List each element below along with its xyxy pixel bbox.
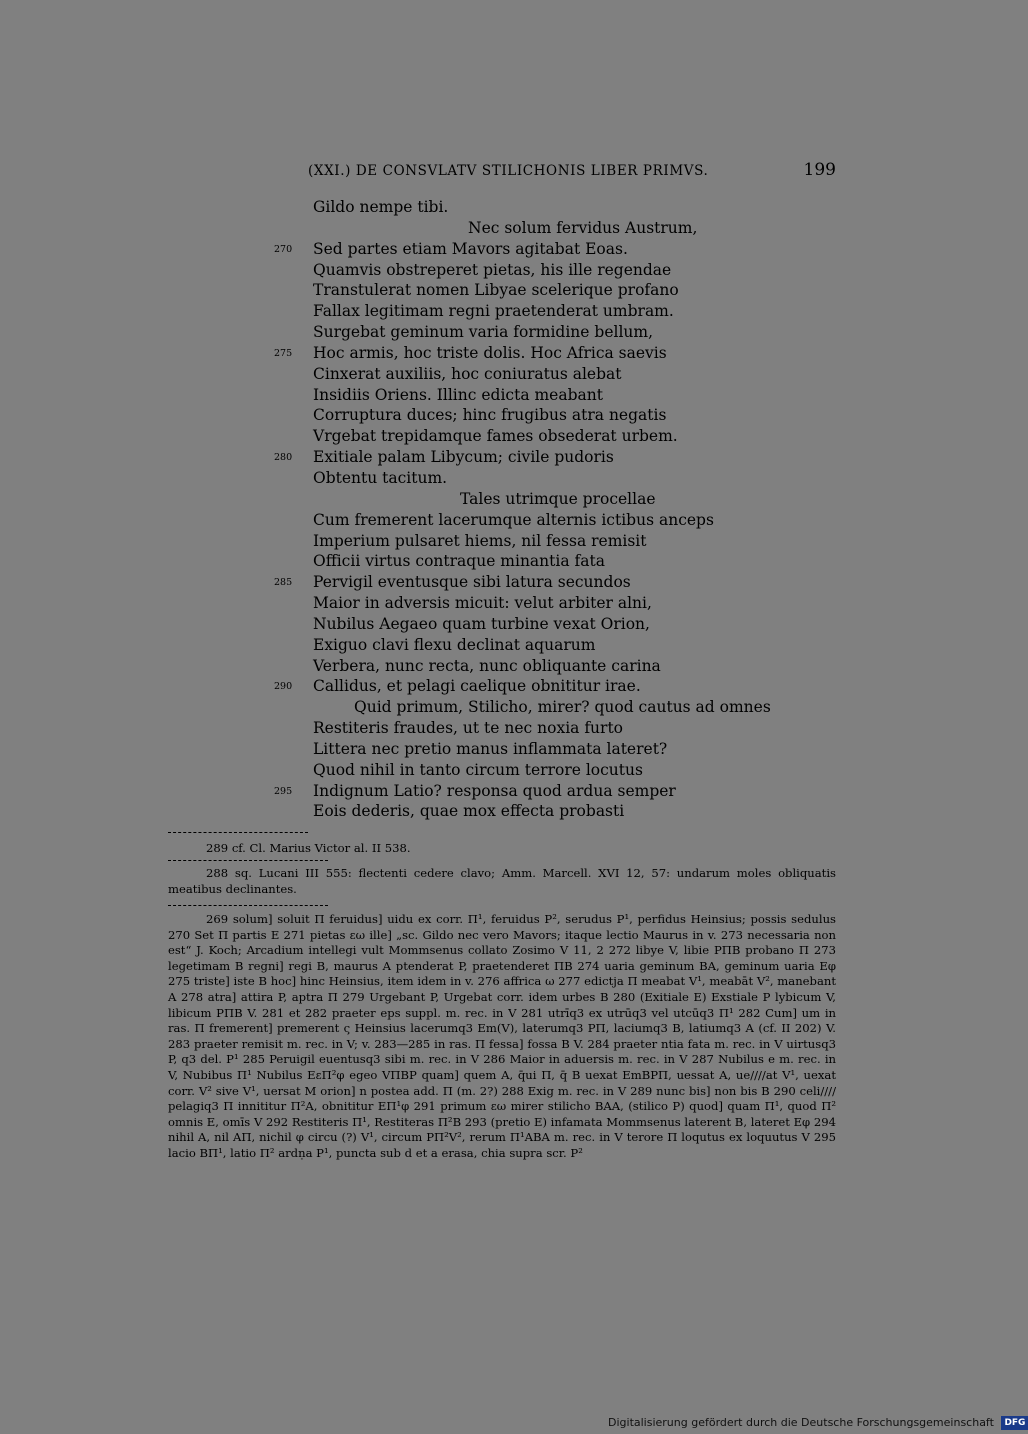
verse-text: Exiguo clavi flexu declinat aquarum — [313, 635, 596, 654]
apparatus-text: 269 solum] soluit Π feruidus] uidu ex corr. Π¹, feruidus P², serudus P¹, perfidus Heinsius; possis sedulus 270 Set Π partis E 271 pietas εω ille] „sc. Gildo nec vero Mavors; itaque lectio Maurus in v. 273 necessaria non est“ J. Koch; Arcadium intellegi vult Mommsenus collato Zosimo V 11, 2 272 libye V, libie PΠB probano Π 273 legetimam B regni] regi B, maurus A ptenderat P, praetenderet ΠB 274 uaria geminum BA, geminum uaria Eφ 275 triste] iste B hoc] hinc Heinsius, item idem in v. 276 affrica ω 277 edictja Π meabat V¹, meabāt V², manebant A 278 atra] attira P, aptra Π 279 Urgebant P, Urgebat corr. idem urbes B 280 (Exitiale E) Exstiale P lybicum V, libicum PΠB V. 281 et 282 praeter eps suppl. m. rec. in V 281 utrīq3 ex utrūq3 vel utcūq3 Π¹ 282 Cum] um in ras. Π fremerent] premerent ς Heinsius lacerumq3 Em(V), laterumq3 PΠ, laciumq3 B, latiumq3 A (cf. II 202) V. 283 praeter remisit m. rec. in V; v. 283—285 in ras. Π fessa] fossa B V. 284 praeter ntia fata m. rec. in V uirtusq3 P, q3 del. P¹ 285 Peruigil euentusq3 sibi m. rec. in V 286 Maior in aduersis m. rec. in V 287 Nubilus e m. rec. in V, Nubibus Π¹ Nubilus EεΠ²φ egeo VΠBP quam] quem A, q̄ui Π, q̄ B uexat EmBPΠ, uessat A, ue////at V¹, uexat corr. V² sive V¹, uersat M orion] n postea add. Π (m. 2?) 288 Exig m. rec. in V 289 nunc bis] non bis B 290 celi//// pelagiq3 Π innititur Π²A, obnititur EΠ¹φ 291 primum εω mirer stilicho BAA, (stilico P) quod] quam Π¹, quod Π² omnis E, omīs V 292 Restiteris Π¹, Restiteras Π²B 293 (pretio E) infamata Mommsenus laterent B, lateret Eφ 294 nihil A, nil AΠ, nichil φ circu (?) V¹, circum PΠ²V², rerum Π¹ABA m. rec. in V terore Π loqutus ex loquutus V 295 lacio BΠ¹, latio Π² ardṇa P¹, puncta sub d et a erasa, chia supra scr. P² — [168, 912, 836, 1160]
verse-line — [168, 405, 836, 426]
verse-line — [168, 301, 836, 322]
verse-text: Quid primum, Stilicho, mirer? quod cautus ad omnes — [354, 698, 771, 717]
verse-text: Verbera, nunc recta, nunc obliquante carina — [313, 656, 661, 675]
verse-text: Gildo nempe tibi. — [313, 198, 449, 216]
verse-text: Sed partes etiam Mavors agitabat Eoas. — [313, 239, 628, 258]
verse-text: Quamvis obstreperet pietas, his ille regendae — [313, 260, 672, 279]
page-number: 199 — [803, 160, 836, 180]
verse-line — [168, 239, 836, 260]
verse-line — [168, 801, 836, 822]
verse-line — [168, 218, 836, 239]
divider — [168, 860, 328, 861]
verse-text: Restiteris fraudes, ut te nec noxia furto — [313, 719, 624, 738]
line-number: 280 — [274, 452, 293, 464]
line-number: 290 — [274, 681, 293, 693]
verse-text: Hoc armis, hoc triste dolis. Hoc Africa saevis — [313, 343, 667, 362]
verse-text: Insidiis Oriens. Illinc edicta meabant — [313, 385, 603, 404]
verse-line — [168, 385, 836, 406]
verse-line — [168, 447, 836, 468]
verse-text: Tales utrimque procellae — [460, 489, 656, 508]
verse-line — [168, 468, 836, 489]
verse-text: Officii virtus contraque minantia fata — [313, 552, 605, 571]
verse-line — [168, 364, 836, 385]
dfg-logo: DFG — [1001, 1416, 1028, 1430]
divider — [168, 832, 308, 833]
verse-text: Indignum Latio? responsa quod ardua semper — [313, 781, 676, 800]
page-header — [168, 160, 836, 184]
verse-line — [168, 531, 836, 552]
verse-text: Corruptura duces; hinc frugibus atra negatis — [313, 406, 667, 425]
verse-line — [168, 489, 836, 510]
divider — [168, 905, 328, 906]
verse-line — [168, 197, 836, 218]
verse-line — [168, 426, 836, 447]
verse-text: Vrgebat trepidamque fames obsederat urbem. — [313, 427, 678, 446]
verse-text: Quod nihil in tanto circum terrore locutus — [313, 760, 643, 779]
verse-text: Maior in adversis micuit: velut arbiter alni, — [313, 594, 652, 613]
verse-text: Littera nec pretio manus inflammata lateret? — [313, 739, 668, 758]
verse-text: Exitiale palam Libycum; civile pudoris — [313, 448, 614, 467]
verse-line — [168, 510, 836, 531]
funding-text: Digitalisierung gefördert durch die Deutsche Forschungsgemeinschaft — [608, 1416, 994, 1429]
verse-line — [168, 614, 836, 635]
verse-line — [168, 718, 836, 739]
line-number: 295 — [274, 785, 293, 797]
verse-line — [168, 760, 836, 781]
verse-text: Transtulerat nomen Libyae scelerique profano — [313, 281, 679, 300]
verse-text: Surgebat geminum varia formidine bellum, — [313, 323, 654, 342]
verse-line — [168, 781, 836, 802]
verse-line — [168, 676, 836, 697]
similia-note — [168, 866, 836, 897]
verse-line — [168, 260, 836, 281]
verse-text: Pervigil eventusque sibi latura secundos — [313, 573, 631, 592]
verse-text: Cum fremerent lacerumque alternis ictibus anceps — [313, 510, 714, 529]
testimonia-text: 289 cf. Cl. Marius Victor al. II 538. — [206, 841, 411, 855]
verse-text: Cinxerat auxiliis, hoc coniuratus alebat — [313, 364, 622, 383]
verse-line — [168, 322, 836, 343]
verse-line — [168, 551, 836, 572]
verse-text: Nec solum fervidus Austrum, — [468, 218, 698, 237]
critical-apparatus — [168, 912, 836, 1162]
funding-footer — [608, 1415, 1028, 1431]
line-number: 270 — [274, 243, 293, 255]
verse-text: Fallax legitimam regni praetenderat umbram. — [313, 302, 674, 321]
verse-line — [168, 739, 836, 760]
verse-line — [168, 593, 836, 614]
verse-line — [168, 280, 836, 301]
verse-text: Nubilus Aegaeo quam turbine vexat Orion, — [313, 614, 650, 633]
verse-line — [168, 343, 836, 364]
verse-text: Obtentu tacitum. — [313, 468, 448, 487]
verse-text: Callidus, et pelagi caelique obnititur irae. — [313, 677, 641, 696]
verse-text: Eois dederis, quae mox effecta probasti — [313, 802, 625, 821]
line-number: 275 — [274, 347, 293, 359]
verse-line — [168, 697, 836, 718]
line-number: 285 — [274, 577, 293, 589]
verse-text: Imperium pulsaret hiems, nil fessa remisit — [313, 531, 647, 550]
similia-text: 288 sq. Lucani III 555: flectenti cedere clavo; Amm. Marcell. XVI 12, 57: undarum moles obliquatis meatibus declinantes. — [168, 866, 836, 896]
poem-text — [168, 197, 836, 822]
running-title: (XXI.) DE CONSVLATV STILICHONIS LIBER PRIMVS. — [308, 163, 709, 179]
verse-line — [168, 656, 836, 677]
testimonia-note — [168, 841, 836, 857]
verse-line — [168, 572, 836, 593]
verse-line — [168, 635, 836, 656]
